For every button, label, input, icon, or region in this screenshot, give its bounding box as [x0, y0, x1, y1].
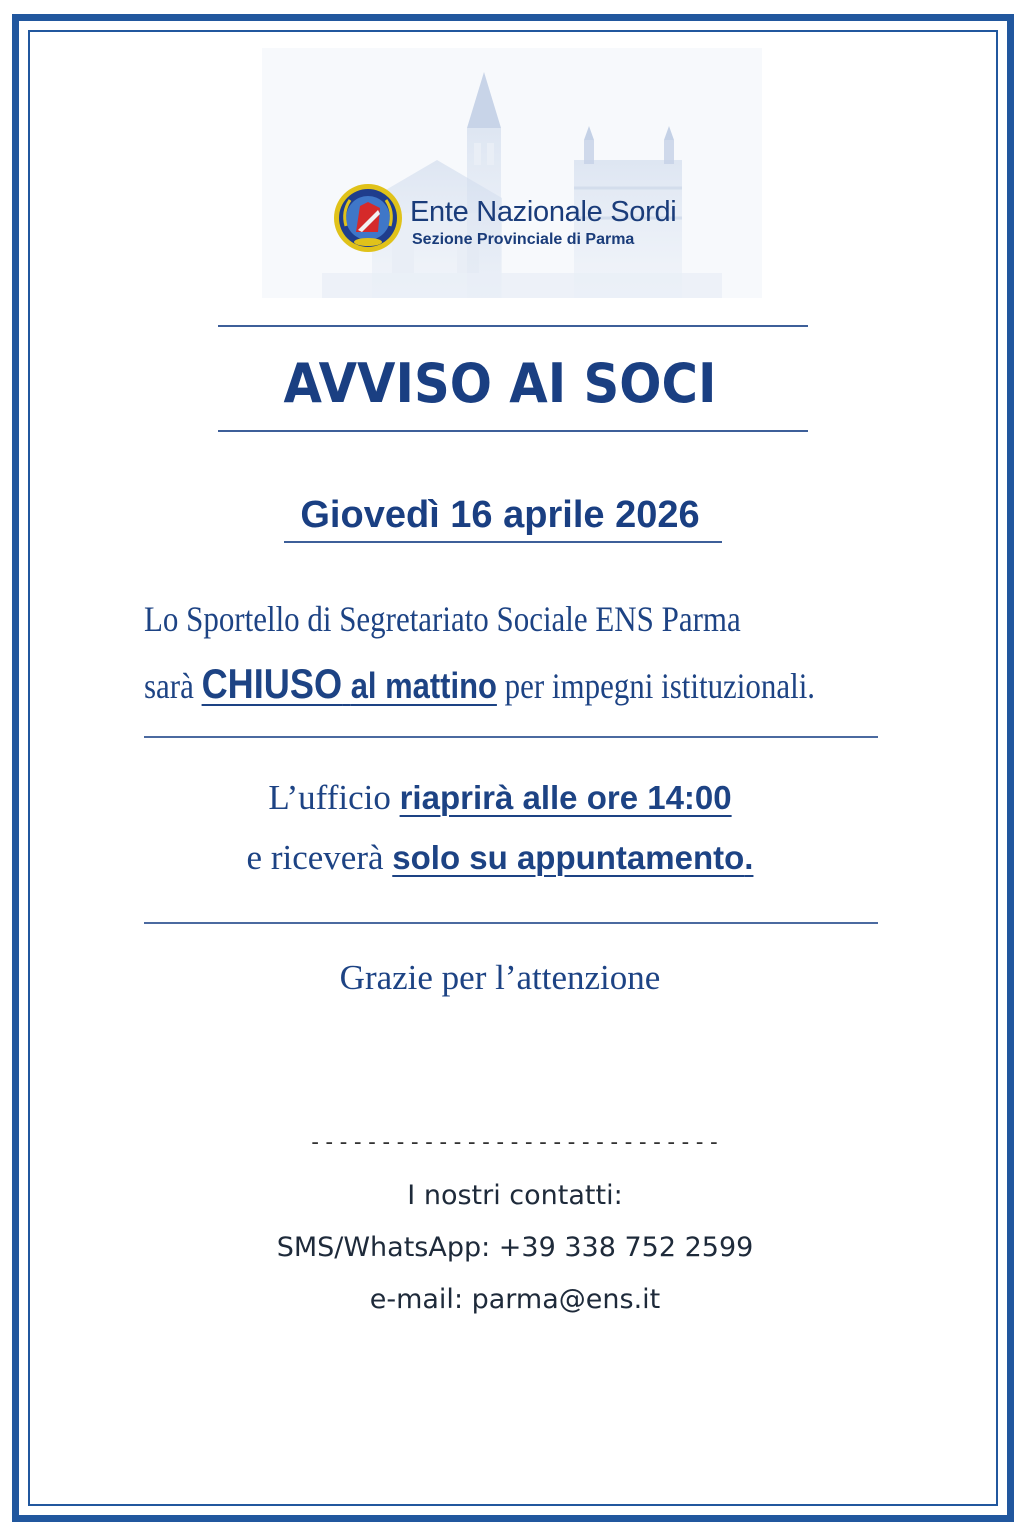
contacts-heading: I nostri contatti: [407, 1180, 623, 1211]
organization-section: Sezione Provinciale di Parma [412, 231, 635, 248]
closed-emphasis: CHIUSO [201, 660, 343, 707]
closure-line-2 [144, 660, 815, 708]
title-bottom-rule [218, 430, 808, 432]
reopen-line [0, 778, 1000, 818]
appointment-prefix: e riceverà [246, 838, 384, 877]
closure-prefix: sarà [144, 666, 194, 706]
date-underline [284, 541, 722, 543]
contacts-separator: ----------------------------- [308, 1130, 722, 1155]
notice-date: Giovedì 16 aprile 2026 [300, 494, 700, 536]
desk-name-text: Lo Sportello di Segretariato Sociale ENS Parma [144, 599, 741, 639]
title-top-rule [218, 325, 808, 327]
contact-email[interactable]: e-mail: parma@ens.it [369, 1284, 661, 1315]
closure-line-1 [144, 598, 741, 640]
appointment-emphasis: solo su appuntamento. [392, 839, 754, 876]
notice-title: AVVISO AI SOCI [283, 352, 717, 415]
logo-header [262, 48, 762, 298]
reopen-prefix: L’ufficio [268, 778, 391, 817]
ens-emblem-icon [332, 182, 404, 254]
reopen-time-emphasis: riaprirà alle ore 14:00 [399, 779, 732, 816]
closure-suffix: per impegni istituzionali. [504, 666, 816, 706]
section-divider-1 [144, 736, 878, 738]
thanks-text: Grazie per l’attenzione [339, 958, 661, 997]
morning-emphasis: al mattino [350, 665, 497, 706]
appointment-line [0, 838, 1000, 878]
section-divider-2 [144, 922, 878, 924]
contact-phone[interactable]: SMS/WhatsApp: +39 338 752 2599 [276, 1232, 754, 1263]
organization-name: Ente Nazionale Sordi [410, 196, 677, 228]
parma-buildings-illustration [262, 48, 762, 298]
